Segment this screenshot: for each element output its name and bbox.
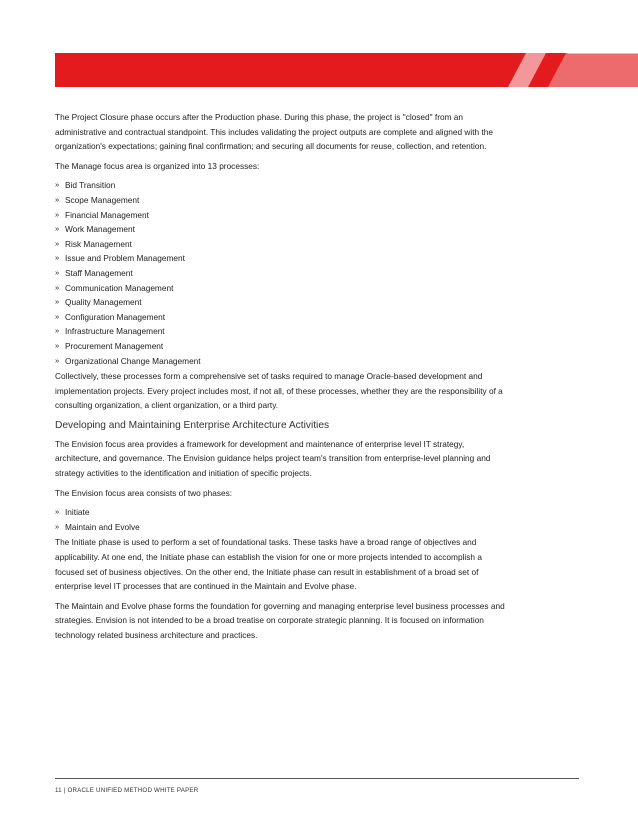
list-item-label: Configuration Management [65,311,166,322]
bullet-glyph: » [55,297,60,307]
paragraph-envision-phases-intro: The Envision focus area consists of two phases: [55,487,233,498]
banner-stripes-graphic [508,53,638,87]
list-item-label: Maintain and Evolve [65,521,140,532]
list-item-label: Scope Management [65,194,140,205]
list-item [55,266,510,281]
list-item-label: Financial Management [65,209,149,220]
manage-process-list [55,178,510,368]
paragraph-project-closure: The Project Closure phase occurs after the Production phase. During this phase, the project is "closed" from an administrative and contractual standpoint. This includes validating the project outputs are complete and aligned with the organization's expectations; gaining final confirmation; and securing all documents for reuse, collection, and retention. [55,112,494,152]
list-item-label: Organizational Change Management [65,355,201,366]
list-item [55,324,510,339]
list-item-label: Work Management [65,224,135,235]
document-body [55,110,510,648]
list-item [55,193,510,208]
header-banner [55,53,638,87]
list-item-label: Quality Management [65,297,142,308]
bullet-glyph: » [55,311,60,321]
list-item [55,178,510,193]
list-item [55,281,510,296]
bullet-glyph: » [55,209,60,219]
list-item-label: Bid Transition [65,180,116,191]
bullet-glyph: » [55,224,60,234]
footer-divider [55,778,579,779]
list-item [55,310,510,325]
bullet-glyph: » [55,355,60,365]
section-heading: Developing and Maintaining Enterprise Architecture Activities [55,419,330,431]
paragraph-maintain-evolve-phase: The Maintain and Evolve phase forms the foundation for governing and managing enterprise level business processes and strategies. Envision is not intended to be a broad treatise on corporate strategic planning. It is focused on information technology related business architecture and practices. [55,600,505,640]
list-item-label: Procurement Management [65,340,164,351]
paragraph-manage-intro: The Manage focus area is organized into 13 processes: [55,160,260,171]
list-item [55,222,510,237]
paragraph-envision-framework: The Envision focus area provides a framework for development and maintenance of enterprise level IT strategy, architecture, and governance. The Envision guidance helps project team's transition from enterprise-level planning and strategy activities to the identification and initiation of specific projects. [55,438,491,479]
bullet-glyph: » [55,282,60,292]
list-item-label: Initiate [65,507,90,518]
paragraph-initiate-phase: The Initiate phase is used to perform a set of foundational tasks. These tasks have a broad range of objectives and applicability. At one end, the Initiate phase can establish the vision for one or more projects intended to accomplish a focused set of business objectives. On the other end, the Initiate phase can result in establishment of a broad set of enterprise level IT processes that are continued in the Maintain and Evolve phase. [55,537,482,592]
bullet-glyph: » [55,238,60,248]
envision-phase-list [55,505,510,534]
list-item-label: Infrastructure Management [65,326,165,337]
list-item-label: Communication Management [65,282,174,293]
list-item [55,251,510,266]
bullet-glyph: » [55,340,60,350]
list-item-label: Staff Management [65,267,133,278]
list-item [55,295,510,310]
bullet-glyph: » [55,267,60,277]
list-item [55,208,510,223]
bullet-glyph: » [55,521,60,531]
bullet-glyph: » [55,253,60,263]
page-footer: 11 | ORACLE UNIFIED METHOD WHITE PAPER [55,787,199,794]
list-item-label: Risk Management [65,238,132,249]
list-item [55,520,510,535]
list-item-label: Issue and Problem Management [65,253,185,264]
bullet-glyph: » [55,180,60,190]
bullet-glyph: » [55,194,60,204]
list-item [55,505,510,520]
bullet-glyph: » [55,507,60,517]
paragraph-collectively: Collectively, these processes form a comprehensive set of tasks required to manage Oracle-based development and implementation projects. Every project includes most, if not all, of these processes, whether they are the responsibility of a consulting organization, a client organization, or a third party. [55,371,503,411]
list-item [55,237,510,252]
list-item [55,339,510,354]
list-item [55,354,510,369]
bullet-glyph: » [55,326,60,336]
